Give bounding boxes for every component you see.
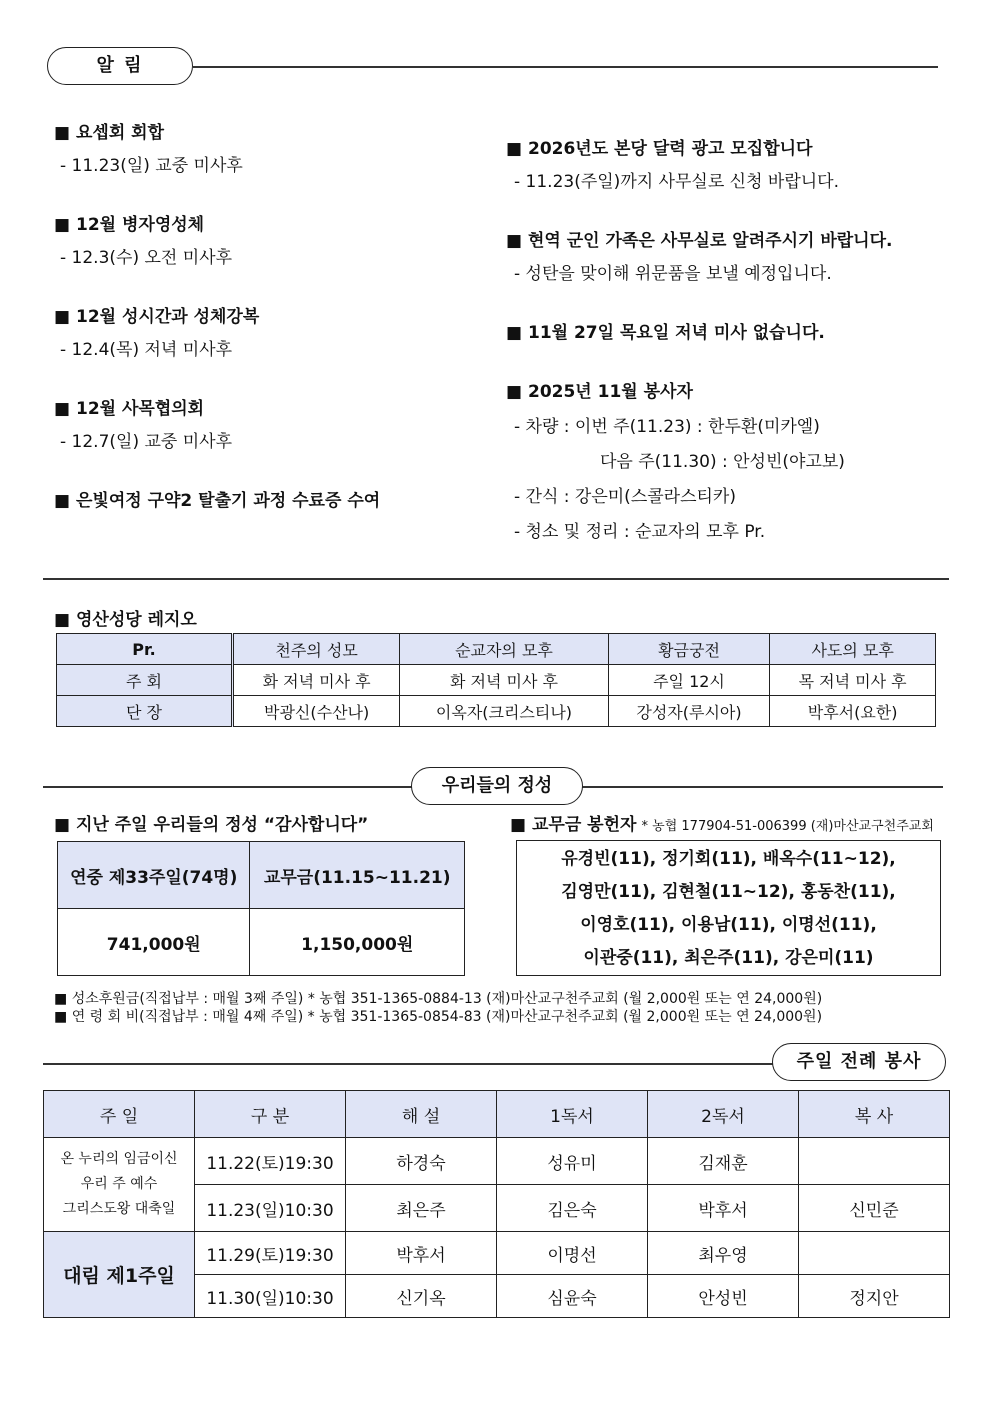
notice-head: ■ 요셉회 회합 bbox=[54, 118, 494, 143]
cell: 안성빈 bbox=[648, 1275, 799, 1318]
cell: 심윤숙 bbox=[497, 1275, 648, 1318]
cell: 박후서 bbox=[346, 1232, 497, 1275]
right-notices bbox=[506, 134, 946, 542]
fee-note: ■ 성소후원금(직접납부 : 매월 3째 주일) * 농협 351-1365-0884-13 (재)마산교구천주교회 (월 2,000원 또는 연 24,000원) bbox=[54, 991, 823, 1007]
offering-table bbox=[57, 841, 465, 976]
notice-item bbox=[54, 486, 494, 511]
cell: 천주의 성모 bbox=[233, 634, 400, 665]
fee-notes bbox=[54, 990, 822, 1026]
cell: 하경숙 bbox=[346, 1138, 497, 1185]
cell: 연중 제33주일(74명) bbox=[58, 842, 250, 909]
cell: 11.29(토)19:30 bbox=[195, 1232, 346, 1275]
offering-title: 우리들의 정성 bbox=[411, 767, 583, 805]
left-notices bbox=[54, 118, 494, 545]
cell: 주일 12시 bbox=[608, 665, 770, 696]
donor-header bbox=[510, 810, 934, 835]
legio-table bbox=[56, 633, 936, 727]
notice-head: ■ 12월 사목협의회 bbox=[54, 394, 494, 419]
divider bbox=[193, 66, 938, 68]
volunteer-line: - 청소 및 정리 : 순교자의 모후 Pr. bbox=[514, 522, 766, 542]
notice-item bbox=[54, 394, 494, 452]
notice-item bbox=[506, 318, 946, 343]
volunteer-line: - 차량 : 이번 주(11.23) : 한두환(미카엘) bbox=[514, 417, 820, 437]
fee-label: 연 령 회 비 bbox=[71, 1009, 140, 1025]
header-cell: 구 분 bbox=[195, 1091, 346, 1138]
notice-sub: - 성탄을 맞이해 위문품을 보낼 예정입니다. bbox=[514, 264, 832, 284]
divider bbox=[43, 1063, 783, 1065]
donor-line: 김영만(11), 김현철(11~12), 홍동찬(11), bbox=[561, 882, 896, 902]
notice-sub: - 12.7(일) 교중 미사후 bbox=[60, 432, 232, 452]
notice-head: ■ 2025년 11월 봉사자 bbox=[506, 377, 946, 402]
header-cell: 2독서 bbox=[648, 1091, 799, 1138]
cell: 목 저녁 미사 후 bbox=[770, 665, 936, 696]
notice-head: ■ 12월 병자영성체 bbox=[54, 210, 494, 235]
divider bbox=[43, 578, 949, 580]
notice-head: ■ 현역 군인 가족은 사무실로 알려주시기 바랍니다. bbox=[506, 226, 946, 251]
fee-note: ■ 연 령 회 비(직접납부 : 매월 4째 주일) * 농협 351-1365-0854-83 (재)마산교구천주교회 (월 2,000원 또는 연 24,000원) bbox=[54, 1009, 823, 1025]
volunteer-line: 다음 주(11.30) : 안성빈(야고보) bbox=[600, 452, 845, 472]
notice-sub: - 11.23(주일)까지 사무실로 신청 바랍니다. bbox=[514, 172, 839, 192]
notice-head: ■ 11월 27일 목요일 저녁 미사 없습니다. bbox=[506, 318, 946, 343]
cell: 이옥자(크리스티나) bbox=[400, 696, 609, 727]
cell: 신기옥 bbox=[346, 1275, 497, 1318]
cell: 박후서(요한) bbox=[770, 696, 936, 727]
notice-sub: - 12.3(수) 오전 미사후 bbox=[60, 248, 232, 268]
cell: 최우영 bbox=[648, 1232, 799, 1275]
notice-sub: - 12.4(목) 저녁 미사후 bbox=[60, 340, 232, 360]
cell: 단 장 bbox=[57, 696, 233, 727]
cell: Pr. bbox=[57, 634, 233, 665]
cell bbox=[799, 1232, 950, 1275]
cell: 11.22(토)19:30 bbox=[195, 1138, 346, 1185]
cell: 11.30(일)10:30 bbox=[195, 1275, 346, 1318]
cell: 주 회 bbox=[57, 665, 233, 696]
cell: 박광신(수산나) bbox=[233, 696, 400, 727]
cell: 순교자의 모후 bbox=[400, 634, 609, 665]
cell: 황금궁전 bbox=[608, 634, 770, 665]
cell bbox=[799, 1138, 950, 1185]
header-cell: 주 일 bbox=[44, 1091, 195, 1138]
donor-account: * 농협 177904-51-006399 (재)마산교구천주교회 bbox=[641, 819, 934, 834]
fee-text: (직접납부 : 매월 3째 주일) * 농협 351-1365-0884-13 (재)마산교구천주교회 (월 2,000원 또는 연 24,000원) bbox=[139, 991, 823, 1007]
notice-head: ■ 12월 성시간과 성체강복 bbox=[54, 302, 494, 327]
donor-line: 이영호(11), 이용남(11), 이명선(11), bbox=[580, 915, 877, 935]
sunday-name: 온 누리의 임금이신 우리 주 예수 그리스도왕 대축일 bbox=[44, 1138, 195, 1232]
cell: 정지안 bbox=[799, 1275, 950, 1318]
cell: 11.23(일)10:30 bbox=[195, 1185, 346, 1232]
volunteers bbox=[506, 377, 946, 542]
legio-title: ■ 영산성당 레지오 bbox=[54, 605, 197, 630]
cell: 화 저녁 미사 후 bbox=[233, 665, 400, 696]
cell: 신민준 bbox=[799, 1185, 950, 1232]
cell: 이명선 bbox=[497, 1232, 648, 1275]
notice-item bbox=[506, 226, 946, 284]
cell: 최은주 bbox=[346, 1185, 497, 1232]
donor-line: 이관중(11), 최은주(11), 강은미(11) bbox=[583, 948, 874, 968]
header-cell: 해 설 bbox=[346, 1091, 497, 1138]
notice-item bbox=[54, 210, 494, 268]
cell: 김재훈 bbox=[648, 1138, 799, 1185]
cell: 강성자(루시아) bbox=[608, 696, 770, 727]
notice-item bbox=[54, 302, 494, 360]
notice-sub: - 11.23(일) 교중 미사후 bbox=[60, 156, 243, 176]
cell: 김은숙 bbox=[497, 1185, 648, 1232]
donor-box bbox=[516, 840, 941, 976]
notice-item bbox=[506, 134, 946, 192]
cell: 사도의 모후 bbox=[770, 634, 936, 665]
fee-text: (직접납부 : 매월 4째 주일) * 농협 351-1365-0854-83 (재)마산교구천주교회 (월 2,000원 또는 연 24,000원) bbox=[139, 1009, 823, 1025]
volunteer-line: - 간식 : 강은미(스콜라스티카) bbox=[514, 487, 736, 507]
notice-head: ■ 은빛여정 구약2 탈출기 과정 수료증 수여 bbox=[54, 486, 494, 511]
cell: 교무금(11.15~11.21) bbox=[250, 842, 465, 909]
notice-item bbox=[54, 118, 494, 176]
header-cell: 복 사 bbox=[799, 1091, 950, 1138]
notice-title: 알 림 bbox=[47, 47, 193, 85]
offering-left-head: ■ 지난 주일 우리들의 정성 “감사합니다” bbox=[54, 810, 368, 835]
liturgy-table bbox=[43, 1090, 950, 1318]
header-cell: 1독서 bbox=[497, 1091, 648, 1138]
cell: 성유미 bbox=[497, 1138, 648, 1185]
donor-head: ■ 교무금 봉헌자 bbox=[510, 815, 636, 835]
cell: 741,000원 bbox=[58, 909, 250, 976]
donor-line: 유경빈(11), 정기회(11), 배옥수(11~12), bbox=[561, 849, 896, 869]
sunday-name: 대림 제1주일 bbox=[44, 1232, 195, 1318]
fee-label: 성소후원금 bbox=[71, 991, 140, 1007]
liturgy-title: 주일 전례 봉사 bbox=[772, 1043, 946, 1081]
cell: 박후서 bbox=[648, 1185, 799, 1232]
cell: 1,150,000원 bbox=[250, 909, 465, 976]
cell: 화 저녁 미사 후 bbox=[400, 665, 609, 696]
notice-head: ■ 2026년도 본당 달력 광고 모집합니다 bbox=[506, 134, 946, 159]
